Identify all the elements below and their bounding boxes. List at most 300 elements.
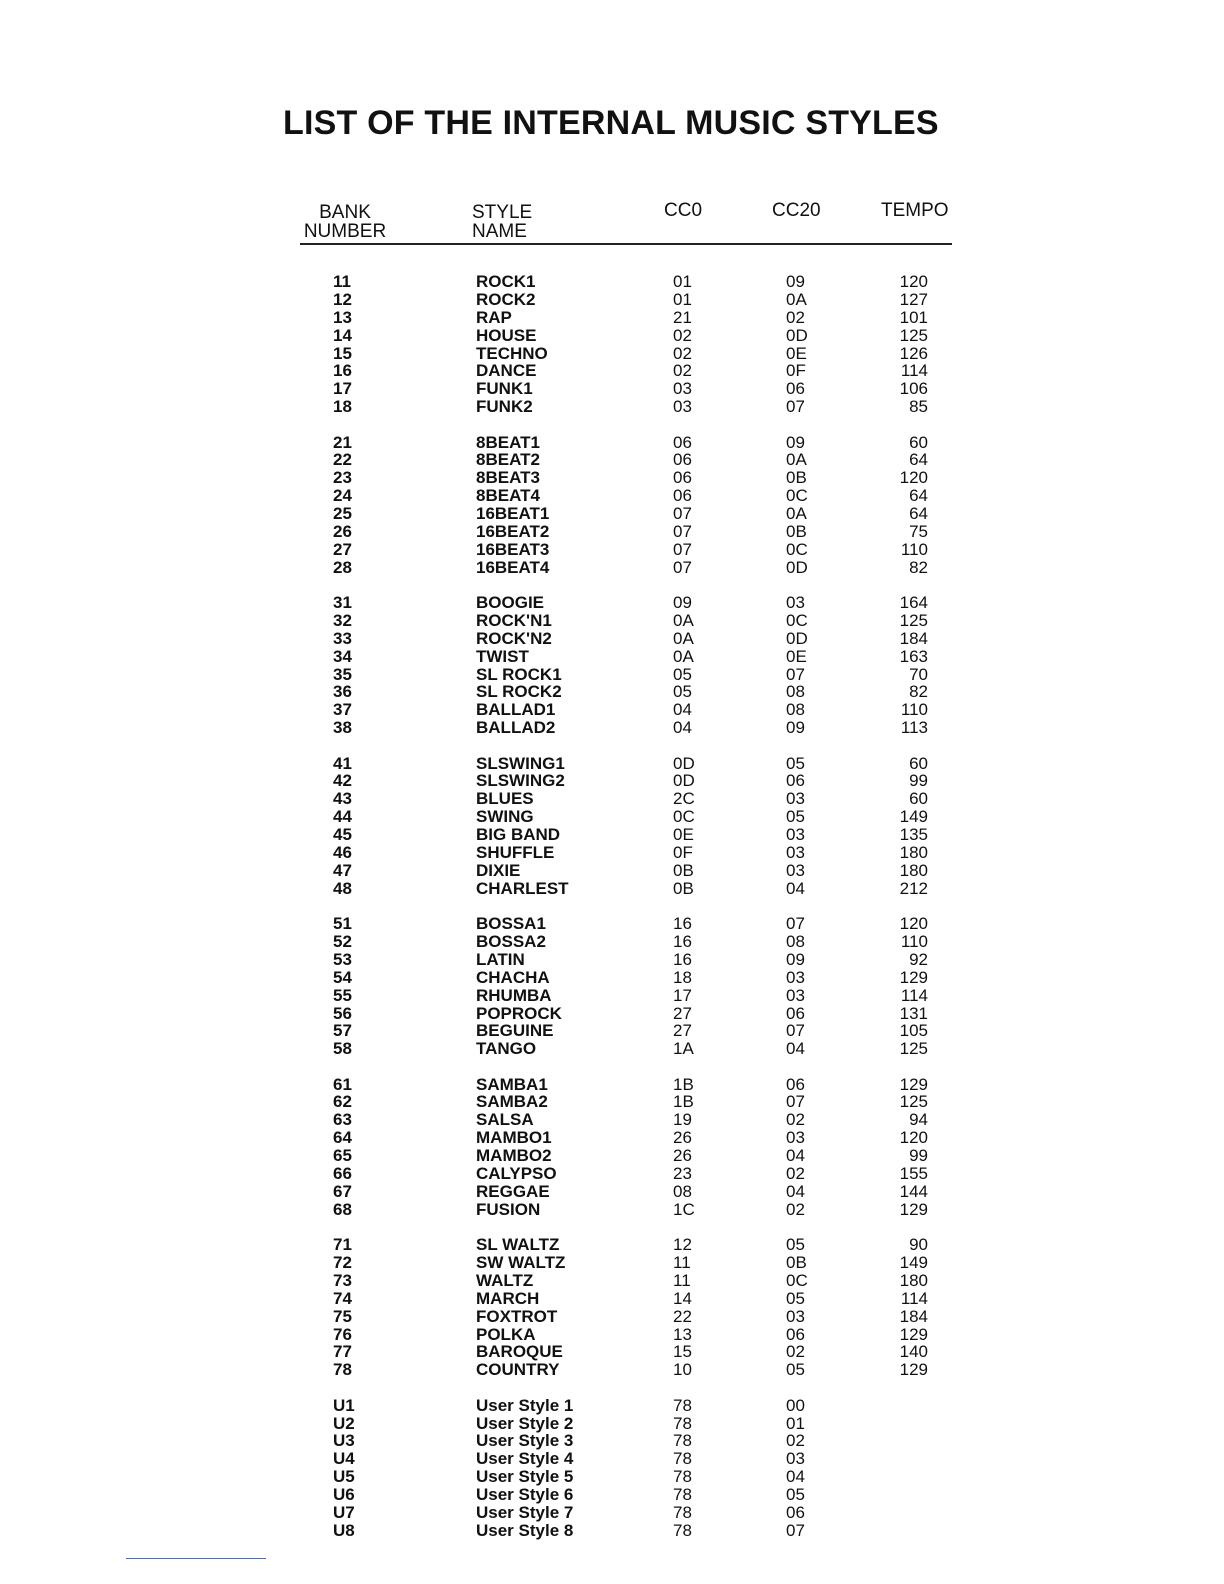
- cc0-cell: 14: [673, 1288, 692, 1308]
- bank-number-cell: 66: [333, 1164, 352, 1184]
- cc20-cell: 0D: [786, 628, 808, 648]
- style-name-cell: DIXIE: [476, 860, 521, 880]
- cc20-cell: 09: [786, 949, 805, 969]
- table-row: [0, 505, 1224, 523]
- bank-number-cell: 22: [333, 450, 352, 470]
- tempo-cell: 120: [899, 468, 928, 488]
- table-row: [0, 844, 1224, 862]
- style-name-cell: 16BEAT1: [476, 504, 550, 524]
- tempo-cell: 114: [900, 1288, 928, 1308]
- bank-number-cell: 58: [333, 1039, 352, 1059]
- tempo-cell: 101: [899, 307, 928, 327]
- style-group: [0, 1076, 1224, 1219]
- tempo-cell: 75: [909, 521, 928, 541]
- tempo-cell: 163: [899, 646, 928, 666]
- tempo-cell: 180: [899, 843, 928, 862]
- cc20-cell: 05: [786, 1485, 805, 1505]
- bank-number-cell: 55: [333, 985, 352, 1005]
- header-cc20: CC20: [772, 200, 821, 221]
- tempo-cell: 129: [899, 967, 928, 987]
- bank-number-cell: 73: [333, 1270, 352, 1290]
- cc20-cell: 03: [786, 789, 805, 809]
- style-group: [0, 1236, 1224, 1379]
- cc0-cell: 05: [673, 664, 692, 684]
- cc20-cell: 05: [786, 807, 805, 827]
- cc0-cell: 26: [673, 1128, 692, 1148]
- bank-number-cell: 26: [333, 521, 352, 541]
- bank-number-cell: 31: [333, 593, 352, 613]
- cc20-cell: 04: [786, 1146, 805, 1166]
- table-row: [0, 1147, 1224, 1165]
- bank-number-cell: 14: [333, 325, 352, 345]
- footer-divider: [126, 1558, 266, 1559]
- style-group: [0, 1397, 1224, 1540]
- tempo-cell: 114: [900, 361, 928, 381]
- tempo-cell: 184: [899, 1306, 928, 1326]
- bank-number-cell: 45: [333, 825, 352, 845]
- table-row: [0, 1326, 1224, 1344]
- bank-number-cell: 72: [333, 1252, 352, 1272]
- bank-number-cell: 65: [333, 1146, 352, 1166]
- table-row: [0, 291, 1224, 309]
- bank-number-cell: 47: [333, 860, 352, 880]
- cc20-cell: 05: [786, 1235, 805, 1255]
- header-style-line2: NAME: [472, 221, 527, 242]
- tempo-cell: 82: [909, 557, 928, 577]
- cc0-cell: 78: [673, 1520, 692, 1540]
- bank-number-cell: 57: [333, 1021, 352, 1041]
- style-name-cell: User Style 5: [476, 1467, 574, 1487]
- tempo-cell: 129: [899, 1074, 928, 1094]
- table-row: [0, 1343, 1224, 1361]
- tempo-cell: 127: [899, 289, 928, 309]
- style-group: [0, 755, 1224, 898]
- tempo-cell: 184: [899, 628, 928, 648]
- bank-number-cell: 68: [333, 1199, 352, 1219]
- bank-number-cell: 34: [333, 646, 352, 666]
- cc20-cell: 0B: [786, 521, 807, 541]
- cc0-cell: 07: [673, 557, 692, 577]
- cc0-cell: 26: [673, 1146, 692, 1166]
- tempo-cell: 212: [899, 878, 928, 898]
- table-row: [0, 915, 1224, 933]
- cc20-cell: 07: [786, 1021, 805, 1041]
- cc0-cell: 0C: [673, 807, 695, 827]
- table-row: [0, 1129, 1224, 1147]
- tempo-cell: 126: [899, 343, 928, 363]
- cc20-cell: 04: [786, 878, 805, 898]
- tempo-cell: 135: [899, 825, 928, 845]
- style-name-cell: COUNTRY: [476, 1360, 560, 1380]
- cc20-cell: 08: [786, 682, 805, 702]
- table-row: [0, 594, 1224, 612]
- header-divider: [300, 243, 952, 245]
- bank-number-cell: U5: [333, 1467, 355, 1487]
- tempo-cell: 120: [899, 272, 928, 291]
- cc20-cell: 02: [786, 1110, 805, 1130]
- style-name-cell: ROCK'N2: [476, 628, 552, 648]
- cc0-cell: 23: [673, 1164, 692, 1184]
- cc20-cell: 0D: [786, 557, 808, 577]
- table-row: [0, 273, 1224, 291]
- table-row: [0, 772, 1224, 790]
- table-row: [0, 1236, 1224, 1254]
- cc0-cell: 06: [673, 432, 692, 452]
- page-title: LIST OF THE INTERNAL MUSIC STYLES: [283, 104, 939, 142]
- bank-number-cell: 42: [333, 771, 352, 791]
- cc0-cell: 27: [673, 1021, 692, 1041]
- style-name-cell: FUNK2: [476, 397, 533, 417]
- cc0-cell: 11: [673, 1252, 691, 1272]
- bank-number-cell: 17: [333, 379, 352, 399]
- header-style-name: [472, 203, 532, 241]
- style-name-cell: BOSSA1: [476, 914, 546, 934]
- style-name-cell: HOUSE: [476, 325, 537, 345]
- bank-number-cell: 61: [333, 1074, 352, 1094]
- tempo-cell: 149: [899, 807, 928, 827]
- tempo-cell: 70: [909, 664, 928, 684]
- bank-number-cell: 48: [333, 878, 352, 898]
- header-style-line1: STYLE: [472, 202, 533, 223]
- table-row: [0, 683, 1224, 701]
- tempo-cell: 155: [899, 1164, 928, 1184]
- style-name-cell: WALTZ: [476, 1270, 534, 1290]
- table-row: [0, 469, 1224, 487]
- style-name-cell: SL WALTZ: [476, 1235, 560, 1255]
- cc20-cell: 04: [786, 1039, 805, 1059]
- bank-number-cell: U1: [333, 1395, 355, 1415]
- table-row: [0, 1468, 1224, 1486]
- table-row: [0, 862, 1224, 880]
- style-name-cell: User Style 4: [476, 1449, 574, 1469]
- bank-number-cell: 23: [333, 468, 352, 488]
- cc20-cell: 07: [786, 1092, 805, 1112]
- header-bank-number: [300, 203, 390, 241]
- cc0-cell: 17: [673, 985, 692, 1005]
- cc0-cell: 16: [673, 914, 692, 934]
- cc0-cell: 10: [673, 1360, 692, 1380]
- bank-number-cell: 37: [333, 700, 352, 720]
- bank-number-cell: 32: [333, 610, 352, 630]
- header-tempo: TEMPO: [881, 200, 949, 221]
- table-row: [0, 1415, 1224, 1433]
- cc0-cell: 01: [673, 289, 692, 309]
- cc20-cell: 06: [786, 771, 805, 791]
- cc0-cell: 04: [673, 718, 692, 738]
- cc20-cell: 07: [786, 664, 805, 684]
- cc20-cell: 0E: [786, 646, 807, 666]
- bank-number-cell: 52: [333, 931, 352, 951]
- style-name-cell: CHACHA: [476, 967, 550, 987]
- style-name-cell: 16BEAT3: [476, 539, 550, 559]
- style-name-cell: SL ROCK1: [476, 664, 562, 684]
- cc0-cell: 22: [673, 1306, 692, 1326]
- tempo-cell: 140: [899, 1342, 928, 1362]
- table-row: [0, 755, 1224, 773]
- style-name-cell: ROCK2: [476, 289, 536, 309]
- cc0-cell: 0D: [673, 753, 695, 773]
- bank-number-cell: 25: [333, 504, 352, 524]
- style-name-cell: BIG BAND: [476, 825, 561, 845]
- tempo-cell: 105: [899, 1021, 928, 1041]
- cc0-cell: 06: [673, 486, 692, 506]
- table-row: [0, 630, 1224, 648]
- style-name-cell: FUNK1: [476, 379, 533, 399]
- bank-number-cell: 71: [333, 1235, 352, 1255]
- style-name-cell: TANGO: [476, 1039, 537, 1059]
- tempo-cell: 114: [900, 985, 928, 1005]
- cc20-cell: 03: [786, 1306, 805, 1326]
- cc20-cell: 04: [786, 1467, 805, 1487]
- tempo-cell: 60: [909, 432, 928, 452]
- style-name-cell: BOOGIE: [476, 593, 545, 613]
- style-name-cell: DANCE: [476, 361, 537, 381]
- cc0-cell: 06: [673, 468, 692, 488]
- cc20-cell: 03: [786, 825, 805, 845]
- table-row: [0, 1397, 1224, 1415]
- cc20-cell: 06: [786, 1324, 805, 1344]
- table-row: [0, 987, 1224, 1005]
- cc0-cell: 11: [673, 1270, 691, 1290]
- style-name-cell: BLUES: [476, 789, 534, 809]
- tempo-cell: 94: [909, 1110, 928, 1130]
- style-name-cell: ROCK1: [476, 272, 536, 291]
- tempo-cell: 110: [900, 539, 928, 559]
- bank-number-cell: 62: [333, 1092, 352, 1112]
- table-row: [0, 951, 1224, 969]
- table-row: [0, 1183, 1224, 1201]
- cc20-cell: 01: [786, 1413, 805, 1433]
- cc0-cell: 0F: [673, 843, 693, 862]
- table-row: [0, 559, 1224, 577]
- cc20-cell: 0B: [786, 468, 807, 488]
- header-bank-line2: NUMBER: [303, 221, 387, 242]
- tempo-cell: 64: [909, 504, 928, 524]
- bank-number-cell: 53: [333, 949, 352, 969]
- bank-number-cell: 43: [333, 789, 352, 809]
- tempo-cell: 125: [899, 610, 928, 630]
- bank-number-cell: 75: [333, 1306, 352, 1326]
- cc0-cell: 2C: [673, 789, 695, 809]
- bank-number-cell: U8: [333, 1520, 355, 1540]
- table-row: [0, 1272, 1224, 1290]
- cc20-cell: 0A: [786, 450, 807, 470]
- table-row: [0, 327, 1224, 345]
- tempo-cell: 149: [899, 1252, 928, 1272]
- style-name-cell: FOXTROT: [476, 1306, 558, 1326]
- cc0-cell: 0B: [673, 878, 694, 898]
- style-name-cell: User Style 1: [476, 1395, 574, 1415]
- cc20-cell: 03: [786, 843, 805, 862]
- bank-number-cell: 77: [333, 1342, 352, 1362]
- cc0-cell: 0A: [673, 646, 694, 666]
- style-name-cell: FUSION: [476, 1199, 541, 1219]
- cc20-cell: 0C: [786, 486, 808, 506]
- style-name-cell: CHARLEST: [476, 878, 569, 898]
- cc0-cell: 09: [673, 593, 692, 613]
- table-row: [0, 434, 1224, 452]
- style-name-cell: User Style 7: [476, 1502, 574, 1522]
- cc20-cell: 0C: [786, 1270, 808, 1290]
- cc0-cell: 78: [673, 1431, 692, 1451]
- tempo-cell: 106: [899, 379, 928, 399]
- cc0-cell: 1B: [673, 1092, 694, 1112]
- cc20-cell: 0C: [786, 610, 808, 630]
- style-name-cell: POPROCK: [476, 1003, 562, 1023]
- style-name-cell: 8BEAT1: [476, 432, 540, 452]
- table-row: [0, 1111, 1224, 1129]
- cc0-cell: 1B: [673, 1074, 694, 1094]
- cc0-cell: 04: [673, 700, 692, 720]
- style-name-cell: MAMBO2: [476, 1146, 552, 1166]
- style-name-cell: 16BEAT4: [476, 557, 550, 577]
- table-row: [0, 1308, 1224, 1326]
- cc20-cell: 08: [786, 700, 805, 720]
- cc0-cell: 08: [673, 1181, 692, 1201]
- style-name-cell: BALLAD2: [476, 718, 556, 738]
- bank-number-cell: U4: [333, 1449, 355, 1469]
- cc0-cell: 05: [673, 682, 692, 702]
- style-group: [0, 915, 1224, 1058]
- style-name-cell: SAMBA2: [476, 1092, 548, 1112]
- bank-number-cell: 38: [333, 718, 352, 738]
- table-row: [0, 1290, 1224, 1308]
- tempo-cell: 131: [899, 1003, 928, 1023]
- bank-number-cell: 78: [333, 1360, 352, 1380]
- bank-number-cell: 21: [333, 432, 352, 452]
- tempo-cell: 129: [899, 1360, 928, 1380]
- cc0-cell: 01: [673, 272, 692, 291]
- table-row: [0, 790, 1224, 808]
- table-row: [0, 933, 1224, 951]
- tempo-cell: 110: [900, 700, 928, 720]
- tempo-cell: 85: [909, 397, 928, 417]
- bank-number-cell: 44: [333, 807, 352, 827]
- table-row: [0, 309, 1224, 327]
- cc20-cell: 02: [786, 1431, 805, 1451]
- style-name-cell: User Style 6: [476, 1485, 574, 1505]
- bank-number-cell: 76: [333, 1324, 352, 1344]
- tempo-cell: 129: [899, 1324, 928, 1344]
- table-row: [0, 1450, 1224, 1468]
- header-cc0: CC0: [664, 200, 703, 221]
- table-row: [0, 808, 1224, 826]
- style-group: [0, 594, 1224, 737]
- cc20-cell: 0A: [786, 504, 807, 524]
- cc0-cell: 15: [673, 1342, 692, 1362]
- cc0-cell: 0A: [673, 610, 694, 630]
- tempo-cell: 125: [899, 325, 928, 345]
- cc0-cell: 0A: [673, 628, 694, 648]
- cc20-cell: 02: [786, 1199, 805, 1219]
- table-row: [0, 880, 1224, 898]
- cc20-cell: 02: [786, 1342, 805, 1362]
- table-row: [0, 1486, 1224, 1504]
- tempo-cell: 110: [900, 931, 928, 951]
- cc0-cell: 21: [673, 307, 692, 327]
- cc0-cell: 78: [673, 1485, 692, 1505]
- table-row: [0, 1201, 1224, 1219]
- cc20-cell: 06: [786, 379, 805, 399]
- table-row: [0, 1504, 1224, 1522]
- bank-number-cell: 46: [333, 843, 352, 862]
- bank-number-cell: 63: [333, 1110, 352, 1130]
- cc0-cell: 06: [673, 450, 692, 470]
- style-name-cell: ROCK'N1: [476, 610, 552, 630]
- table-row: [0, 1432, 1224, 1450]
- cc20-cell: 03: [786, 985, 805, 1005]
- cc0-cell: 13: [673, 1324, 692, 1344]
- cc20-cell: 0D: [786, 325, 808, 345]
- bank-number-cell: 16: [333, 361, 352, 381]
- cc20-cell: 00: [786, 1395, 805, 1415]
- table-row: [0, 969, 1224, 987]
- table-row: [0, 523, 1224, 541]
- bank-number-cell: 18: [333, 397, 352, 417]
- style-name-cell: REGGAE: [476, 1181, 550, 1201]
- cc0-cell: 18: [673, 967, 692, 987]
- tempo-cell: 90: [909, 1235, 928, 1255]
- tempo-cell: 60: [909, 789, 928, 809]
- table-row: [0, 345, 1224, 363]
- tempo-cell: 92: [909, 949, 928, 969]
- tempo-cell: 125: [899, 1092, 928, 1112]
- style-group: [0, 434, 1224, 577]
- table-row: [0, 701, 1224, 719]
- table-row: [0, 362, 1224, 380]
- bank-number-cell: 67: [333, 1181, 352, 1201]
- style-name-cell: 16BEAT2: [476, 521, 550, 541]
- tempo-cell: 180: [899, 860, 928, 880]
- cc20-cell: 05: [786, 1360, 805, 1380]
- style-name-cell: User Style 2: [476, 1413, 574, 1433]
- cc0-cell: 1C: [673, 1199, 695, 1219]
- table-row: [0, 826, 1224, 844]
- cc20-cell: 03: [786, 1449, 805, 1469]
- tempo-cell: 82: [909, 682, 928, 702]
- style-name-cell: BAROQUE: [476, 1342, 563, 1362]
- cc20-cell: 06: [786, 1074, 805, 1094]
- cc20-cell: 05: [786, 753, 805, 773]
- cc20-cell: 03: [786, 860, 805, 880]
- bank-number-cell: 74: [333, 1288, 352, 1308]
- cc20-cell: 05: [786, 1288, 805, 1308]
- cc20-cell: 07: [786, 914, 805, 934]
- cc0-cell: 0D: [673, 771, 695, 791]
- bank-number-cell: 27: [333, 539, 352, 559]
- tempo-cell: 144: [899, 1181, 928, 1201]
- style-name-cell: MAMBO1: [476, 1128, 552, 1148]
- cc20-cell: 03: [786, 593, 805, 613]
- style-name-cell: MARCH: [476, 1288, 540, 1308]
- tempo-cell: 164: [899, 593, 928, 613]
- tempo-cell: 60: [909, 753, 928, 773]
- cc20-cell: 09: [786, 718, 805, 738]
- cc20-cell: 09: [786, 432, 805, 452]
- bank-number-cell: U3: [333, 1431, 355, 1451]
- cc0-cell: 78: [673, 1449, 692, 1469]
- style-name-cell: User Style 8: [476, 1520, 574, 1540]
- table-row: [0, 451, 1224, 469]
- table-row: [0, 487, 1224, 505]
- cc20-cell: 0A: [786, 289, 807, 309]
- cc20-cell: 0C: [786, 539, 808, 559]
- bank-number-cell: 36: [333, 682, 352, 702]
- style-name-cell: 8BEAT3: [476, 468, 540, 488]
- table-row: [0, 648, 1224, 666]
- tempo-cell: 99: [909, 771, 928, 791]
- style-name-cell: SHUFFLE: [476, 843, 555, 862]
